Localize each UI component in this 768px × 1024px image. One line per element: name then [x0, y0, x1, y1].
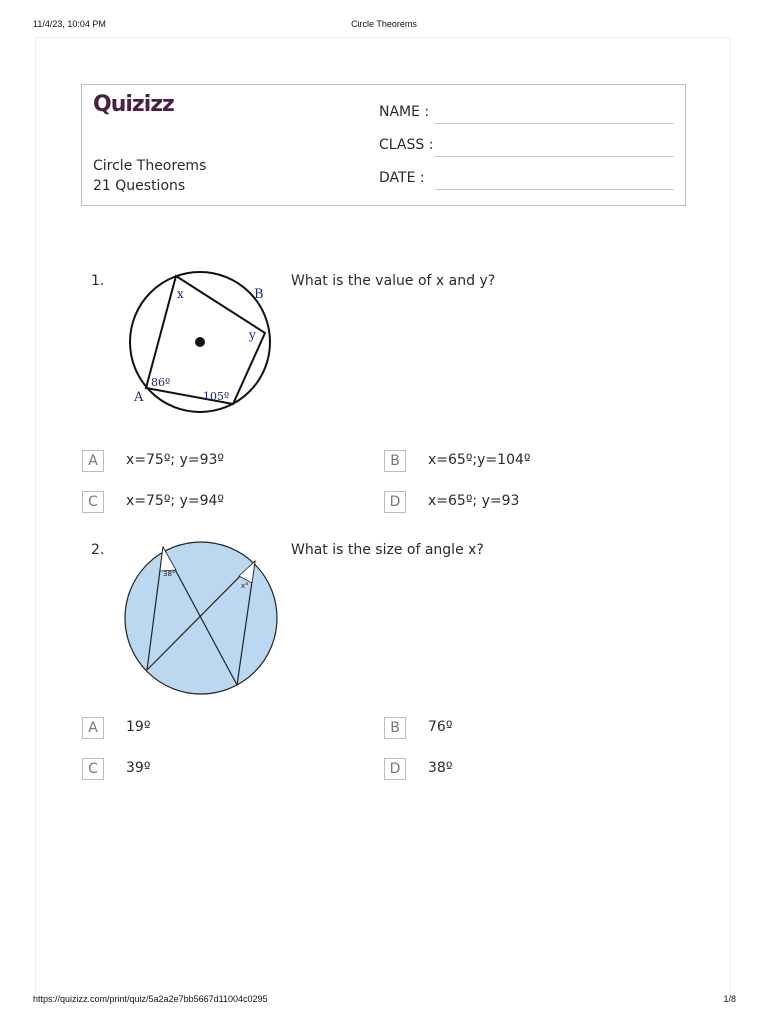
print-url: https://quizizz.com/print/quiz/5a2a2e7bb5667d11004c0295: [33, 994, 268, 1004]
question-count: 21 Questions: [93, 178, 186, 194]
option-letter: D: [384, 491, 406, 513]
question-2-figure: [124, 538, 279, 696]
quiz-title: Circle Theorems: [93, 158, 207, 174]
q1-label-y: y: [249, 328, 256, 342]
question-1-figure: [124, 266, 274, 416]
question-1-text: What is the value of x and y?: [291, 273, 496, 289]
q1-label-a: A: [134, 390, 144, 405]
print-page-title: Circle Theorems: [351, 19, 417, 29]
q1-center-point: [195, 337, 205, 347]
option-letter: A: [82, 717, 104, 739]
option-letter: B: [384, 717, 406, 739]
q1-label-x: x: [177, 287, 184, 301]
option-letter: D: [384, 758, 406, 780]
worksheet-header: [81, 84, 686, 206]
name-line: [435, 123, 674, 124]
option-text: 76º: [428, 719, 453, 735]
question-2-text: What is the size of angle x?: [291, 542, 484, 558]
q2-label-38: 38°: [163, 570, 176, 578]
option-letter: B: [384, 450, 406, 472]
option-letter: C: [82, 758, 104, 780]
print-page-number: 1/8: [723, 994, 736, 1004]
print-datetime: 11/4/23, 10:04 PM: [33, 19, 106, 29]
question-2-number: 2.: [91, 542, 105, 558]
option-text: 19º: [126, 719, 151, 735]
option-text: x=75º; y=94º: [126, 493, 225, 509]
option-letter: C: [82, 491, 104, 513]
q1-label-105: 105º: [203, 390, 230, 403]
quizizz-logo: Quizizz: [93, 92, 174, 117]
q2-label-x: x°: [241, 582, 249, 590]
option-text: x=75º; y=93º: [126, 452, 225, 468]
date-label: DATE :: [379, 170, 425, 186]
q1-label-b: B: [254, 287, 264, 302]
name-label: NAME :: [379, 104, 430, 120]
q1-label-86: 86º: [151, 376, 171, 389]
option-text: 39º: [126, 760, 151, 776]
date-line: [435, 189, 674, 190]
option-text: 38º: [428, 760, 453, 776]
question-1-number: 1.: [91, 273, 105, 289]
class-label: CLASS :: [379, 137, 434, 153]
option-letter: A: [82, 450, 104, 472]
option-text: x=65º;y=104º: [428, 452, 531, 468]
option-text: x=65º; y=93: [428, 493, 520, 509]
class-line: [435, 156, 674, 157]
